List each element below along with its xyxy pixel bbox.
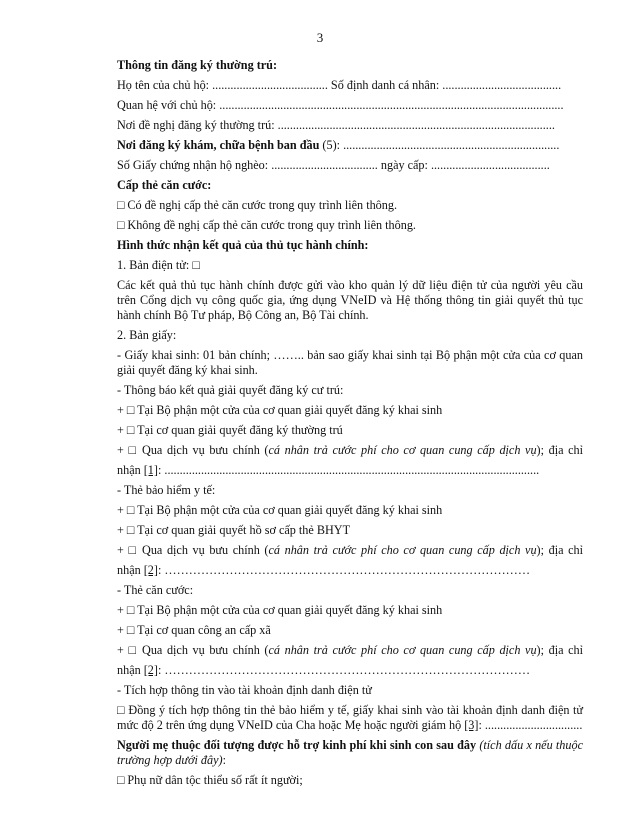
birth-certificate-line: - Giấy khai sinh: 01 bản chính; …….. bản sao giấy khai sinh tại Bộ phận một cửa của cơ quan giải quyết đăng ký khai sinh. xyxy=(117,348,583,377)
insurance-post-address: nhận [2]: ……………………………………………………………………………… xyxy=(117,563,531,577)
initial-health-care-label: Nơi đăng ký khám, chữa bệnh ban đầu xyxy=(117,138,320,152)
eid-integration-consent[interactable]: □ Đồng ý tích hợp thông tin thẻ bảo hiểm y tế, giấy khai sinh vào tài khoản định danh điện tử mức độ 2 trên ứng dụng VNeID của Cha hoặc Mẹ hoặc người giám hộ [3]: ................................ xyxy=(117,703,583,732)
insurance-option-post[interactable]: + □ Qua dịch vụ bưu chính (cá nhân trả cước phí cho cơ quan cung cấp dịch vụ); địa chỉ xyxy=(117,543,583,557)
option-no-request-id-card[interactable]: □ Không đề nghị cấp thẻ căn cước trong quy trình liên thông. xyxy=(117,218,416,232)
footnote-ref-2[interactable]: [2] xyxy=(143,563,158,577)
paper-copy-heading: 2. Bản giấy: xyxy=(117,328,177,342)
health-insurance-heading: - Thẻ bảo hiểm y tế: xyxy=(117,483,216,497)
insurance-option-agency[interactable]: + □ Tại cơ quan giải quyết hồ sơ cấp thẻ BHYT xyxy=(117,523,351,537)
option-electronic-copy[interactable]: 1. Bản điện tử: □ xyxy=(117,258,200,272)
relation-line: Quan hệ với chủ hộ: ................................................................................................................. xyxy=(117,98,564,112)
option-ethnic-minority-mother[interactable]: □ Phụ nữ dân tộc thiểu số rất ít người; xyxy=(117,773,303,787)
idcard-option-police[interactable]: + □ Tại cơ quan công an cấp xã xyxy=(117,623,271,637)
idcard-post-address: nhận [2]: ……………………………………………………………………………… xyxy=(117,663,531,677)
footnote-ref-3[interactable]: [3] xyxy=(464,718,479,732)
eid-integration-heading: - Tích hợp thông tin vào tài khoản định danh điện tử xyxy=(117,683,372,697)
option-request-id-card[interactable]: □ Có đề nghị cấp thẻ căn cước trong quy trình liên thông. xyxy=(117,198,398,212)
initial-health-care-fill: (5): ....................................................................... xyxy=(319,138,560,152)
mother-support-heading: Người mẹ thuộc đối tượng được hỗ trợ kinh phí khi sinh con sau đây (tích dấu x nếu thuộc trường hợp dưới đây): xyxy=(117,738,583,767)
residence-option-onestop[interactable]: + □ Tại Bộ phận một cửa của cơ quan giải quyết đăng ký khai sinh xyxy=(117,403,443,417)
footnote-ref-2b[interactable]: [2] xyxy=(143,663,158,677)
section-heading-permanent-residence: Thông tin đăng ký thường trú: xyxy=(117,58,278,72)
insurance-option-onestop[interactable]: + □ Tại Bộ phận một cửa của cơ quan giải quyết đăng ký khai sinh xyxy=(117,503,443,517)
poor-household-cert-line: Số Giấy chứng nhận hộ nghèo: ................................... ngày cấp: ....................................... xyxy=(117,158,550,172)
page-number: 3 xyxy=(316,30,324,45)
household-head-line: Họ tên của chủ hộ: ...................................... Số định danh cá nhân: ....................................... xyxy=(117,78,562,92)
section-heading-id-card: Cấp thẻ căn cước: xyxy=(117,178,212,192)
form-content xyxy=(117,58,583,793)
section-heading-result-form: Hình thức nhận kết quả của thủ tục hành chính: xyxy=(117,238,369,252)
footnote-ref-1[interactable]: [1] xyxy=(143,463,158,477)
id-card-result-heading: - Thẻ căn cước: xyxy=(117,583,194,597)
residence-place-line: Nơi đề nghị đăng ký thường trú: ........................................................................................... xyxy=(117,118,555,132)
idcard-option-post[interactable]: + □ Qua dịch vụ bưu chính (cá nhân trả cước phí cho cơ quan cung cấp dịch vụ); địa chỉ xyxy=(117,643,583,657)
idcard-option-onestop[interactable]: + □ Tại Bộ phận một cửa của cơ quan giải quyết đăng ký khai sinh xyxy=(117,603,443,617)
residence-option-agency[interactable]: + □ Tại cơ quan giải quyết đăng ký thường trú xyxy=(117,423,343,437)
initial-health-care-line xyxy=(117,138,583,153)
electronic-copy-description: Các kết quả thủ tục hành chính được gửi vào kho quản lý dữ liệu điện tử của người yêu cầu trên Cổng dịch vụ công quốc gia, ứng dụng VNeID và Hệ thống thông tin giải quyết thủ tục hành chính Bộ Tư pháp, Bộ Công an, Bộ Tài chính. xyxy=(117,278,583,322)
residence-option-post[interactable]: + □ Qua dịch vụ bưu chính (cá nhân trả cước phí cho cơ quan cung cấp dịch vụ); địa chỉ xyxy=(117,443,583,457)
residence-post-address: nhận [1]: ........................................................................................................................... xyxy=(117,463,540,477)
residence-result-heading: - Thông báo kết quả giải quyết đăng ký cư trú: xyxy=(117,383,344,397)
